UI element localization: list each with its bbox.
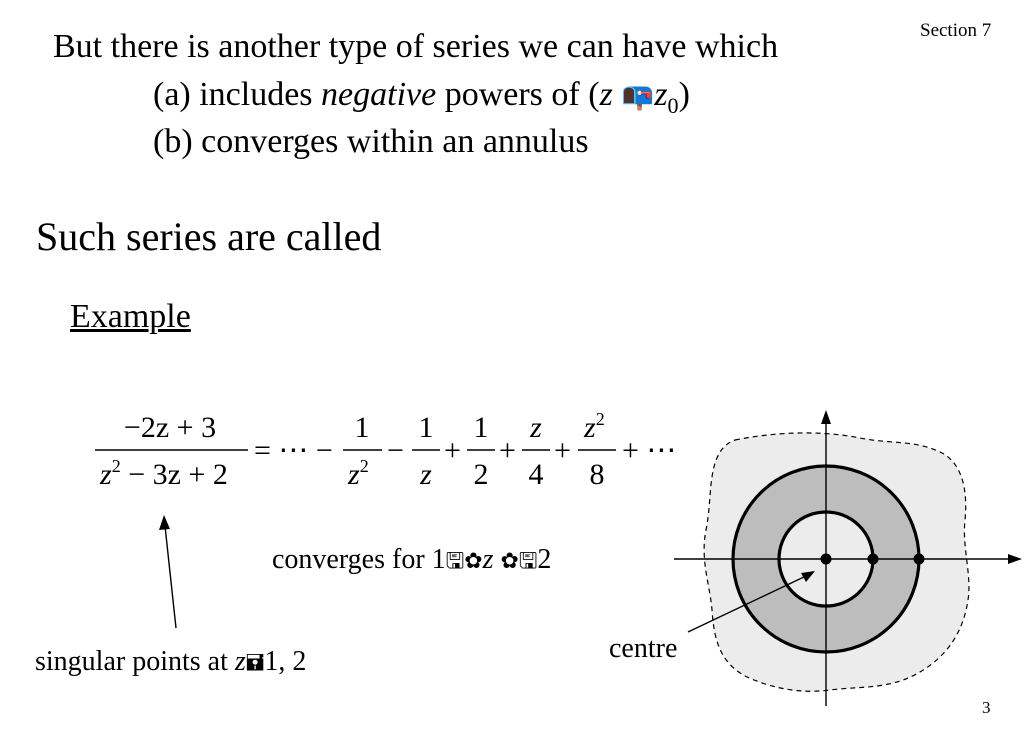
plus-sign-2: + [499, 434, 516, 467]
lhs-numerator: −2z + 3 [123, 411, 217, 444]
intro-line-3: (b) converges within an annulus [153, 123, 589, 160]
term1-den-z: z [348, 458, 360, 491]
lhs-denominator [99, 456, 228, 491]
term2-denominator: z [420, 458, 432, 491]
mailbox-glyph-icon: 📭 [621, 81, 655, 112]
called-heading: Such series are called [36, 214, 382, 259]
singular-arrow-shaft [165, 526, 176, 628]
term1-denominator [347, 456, 369, 491]
floppy-glyph-icon: 🖫 [518, 549, 538, 574]
singular-prefix: singular points at [35, 646, 235, 677]
intro-line-2-z: z [599, 76, 613, 113]
term4-denominator: 4 [528, 458, 544, 491]
singular-arrow-head [159, 515, 170, 530]
term1-den-exponent: 2 [359, 456, 369, 476]
term1-numerator: 1 [354, 411, 370, 444]
laurent-equation [95, 409, 676, 491]
converges-label [272, 544, 551, 582]
intro-line-2-z0: z [654, 76, 668, 113]
singular-suffix: 1, 2 [264, 646, 307, 677]
lhs-den-rest: − 3z + 2 [120, 458, 228, 491]
intro-line-2-mid: powers of ( [436, 76, 600, 113]
equals-dots-minus: = ⋯ − [254, 434, 333, 467]
singular-point-2 [914, 554, 925, 565]
floppy-glyph-icon: 🖬 [245, 651, 265, 676]
converges-suffix: 2 [537, 544, 552, 575]
term2-numerator: 1 [418, 411, 434, 444]
singular-var: z [234, 646, 246, 677]
flower-glyph-icon: ✿ [464, 549, 483, 574]
page-number: 3 [982, 698, 991, 717]
intro-line-1: But there is another type of series we can have which [53, 28, 779, 65]
flower-glyph-icon: ✿ [500, 549, 519, 574]
intro-line-2-prefix: (a) includes [153, 76, 322, 113]
lhs-den-z: z [100, 458, 112, 491]
singular-arrow [159, 515, 176, 628]
intro-line-2-suffix: ) [678, 76, 690, 113]
term4-numerator: z [530, 411, 542, 444]
plus-sign-3: + [554, 434, 571, 467]
term3-numerator: 1 [473, 411, 489, 444]
centre-label: centre [609, 633, 678, 664]
centre-point [821, 554, 832, 565]
singular-points-label [35, 646, 306, 684]
term5-num-z: z [584, 411, 596, 444]
intro-line-2-emphasis: negative [321, 76, 437, 113]
plus-dots-tail: + ⋯ [622, 434, 677, 467]
singular-point-1 [868, 554, 879, 565]
example-heading: Example [70, 298, 191, 335]
lhs-den-exponent: 2 [111, 456, 121, 476]
term5-numerator [583, 409, 605, 444]
converges-prefix: converges for 1 [272, 544, 446, 575]
annulus-diagram [674, 410, 1022, 706]
imaginary-axis-arrowhead [821, 410, 831, 424]
term5-denominator: 8 [589, 458, 605, 491]
term5-num-exponent: 2 [595, 409, 605, 429]
intro-line-2-subscript: 0 [667, 92, 679, 118]
minus-sign-1: − [387, 434, 404, 467]
converges-var: z [482, 544, 494, 575]
plus-sign-1: + [444, 434, 461, 467]
section-label: Section 7 [920, 20, 992, 41]
term3-denominator: 2 [473, 458, 489, 491]
floppy-glyph-icon: 🖫 [445, 549, 465, 574]
real-axis-arrowhead [1008, 554, 1022, 564]
